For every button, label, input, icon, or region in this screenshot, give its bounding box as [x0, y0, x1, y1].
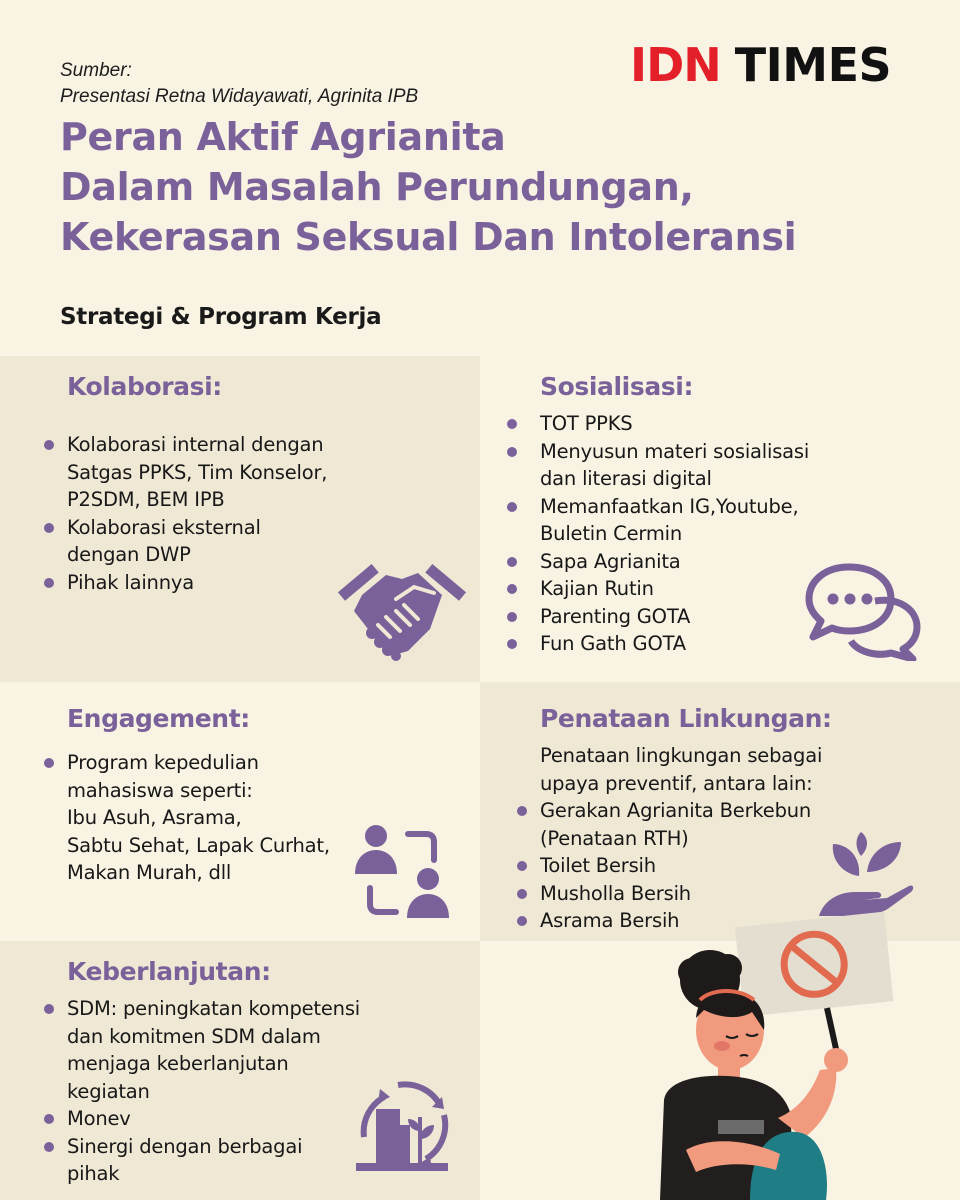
- bullet-icon: [517, 889, 527, 899]
- heading-penataan: Penataan Linkungan:: [540, 704, 832, 733]
- list-item: Pihak lainnya: [67, 569, 327, 597]
- title-line: Kekerasan Seksual Dan Intoleransi: [60, 215, 797, 259]
- logo-times: TIMES: [734, 38, 892, 92]
- bullet-icon: [44, 523, 54, 533]
- heading-kolaborasi: Kolaborasi:: [67, 372, 222, 401]
- source-label: Sumber:: [60, 60, 132, 81]
- list-item: Menyusun materi sosialisasi dan literasi digital: [540, 438, 809, 493]
- list-item: Kajian Rutin: [540, 575, 809, 603]
- list-item: TOT PPKS: [540, 410, 809, 438]
- page-title: [60, 112, 796, 262]
- title-line: Peran Aktif Agrianita: [60, 115, 506, 159]
- bullet-icon: [507, 447, 517, 457]
- handshake-icon: [338, 559, 466, 663]
- bullet-icon: [517, 916, 527, 926]
- list-item: Memanfaatkan IG,Youtube, Buletin Cermin: [540, 493, 809, 548]
- list-item: Toilet Bersih: [540, 852, 822, 880]
- section-subtitle: Strategi & Program Kerja: [60, 304, 382, 330]
- list-item: Parenting GOTA: [540, 603, 809, 631]
- list-engagement: [67, 749, 330, 887]
- bullet-icon: [507, 584, 517, 594]
- logo-idn: IDN: [630, 38, 721, 92]
- bullet-icon: [44, 578, 54, 588]
- bullet-icon: [44, 440, 54, 450]
- list-item: Monev: [67, 1105, 360, 1133]
- title-line: Dalam Masalah Perundungan,: [60, 165, 694, 209]
- bullet-icon: [507, 639, 517, 649]
- heading-engagement: Engagement:: [67, 704, 250, 733]
- panel-kolaborasi: [0, 356, 480, 682]
- bullet-icon: [507, 557, 517, 567]
- protest-sign: [735, 912, 894, 1017]
- list-item: Musholla Bersih: [540, 880, 822, 908]
- list-item: Gerakan Agrianita Berkebun (Penataan RTH): [540, 797, 822, 852]
- chat-bubbles-icon: [805, 561, 925, 661]
- penataan-intro: Penataan lingkungan sebagai upaya preventif, antara lain:: [540, 744, 823, 795]
- panel-engagement: [0, 682, 480, 941]
- list-item: Kolaborasi internal dengan Satgas PPKS, Tim Konselor, P2SDM, BEM IPB: [67, 431, 327, 514]
- panel-sosialisasi: [480, 356, 960, 682]
- bullet-icon: [507, 502, 517, 512]
- bullet-icon: [507, 419, 517, 429]
- bullet-icon: [507, 612, 517, 622]
- list-kolaborasi: [67, 431, 327, 596]
- list-item: Sapa Agrianita: [540, 548, 809, 576]
- source-text: Presentasi Retna Widayawati, Agrinita IPB: [60, 86, 419, 107]
- idn-times-logo: [630, 38, 891, 92]
- list-item: Sinergi dengan berbagai pihak: [67, 1133, 360, 1188]
- list-item: Program kepedulian mahasiswa seperti: Ibu Asuh, Asrama, Sabtu Sehat, Lapak Curhat, Makan Murah, dll: [67, 749, 330, 887]
- list-item: Kolaborasi eksternal dengan DWP: [67, 514, 327, 569]
- bullet-icon: [44, 1114, 54, 1124]
- bullet-icon: [44, 1004, 54, 1014]
- people-exchange-icon: [352, 822, 452, 922]
- sustainability-cycle-icon: [354, 1079, 450, 1175]
- bullet-icon: [517, 806, 527, 816]
- heading-sosialisasi: Sosialisasi:: [540, 372, 694, 401]
- panel-keberlanjutan: [0, 941, 480, 1200]
- bullet-icon: [517, 861, 527, 871]
- heading-keberlanjutan: Keberlanjutan:: [67, 957, 271, 986]
- list-item: Asrama Bersih: [540, 907, 822, 935]
- list-item: SDM: peningkatan kompetensi dan komitmen SDM dalam menjaga keberlanjutan kegiatan: [67, 995, 360, 1105]
- list-sosialisasi: [540, 410, 809, 658]
- list-keberlanjutan: [67, 995, 360, 1188]
- woman-protest-illustration: [600, 900, 900, 1200]
- source-credit: [60, 58, 418, 110]
- list-item: Fun Gath GOTA: [540, 630, 809, 658]
- bullet-icon: [44, 1142, 54, 1152]
- bullet-icon: [44, 758, 54, 768]
